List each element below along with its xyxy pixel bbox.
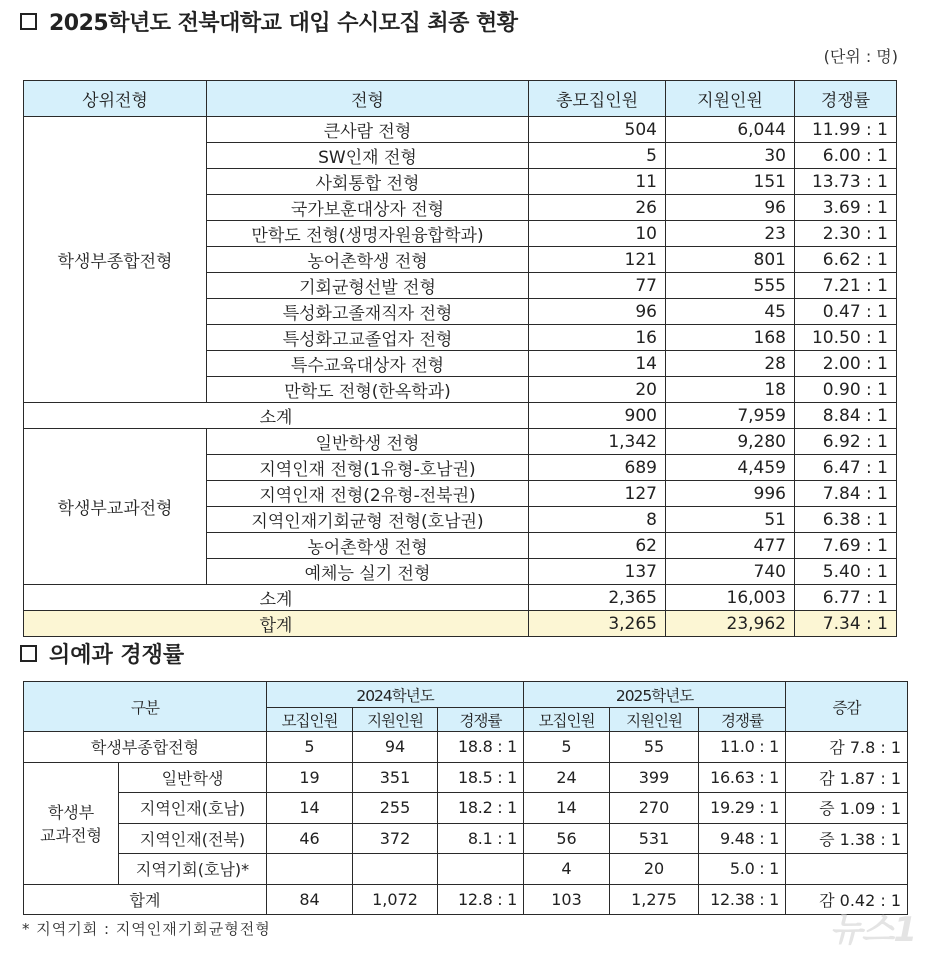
ratio-cell: 11.99 : 1 [795,117,897,143]
applicants-cell: 9,280 [666,429,795,455]
change-cell: 감 7.8 : 1 [786,732,908,763]
applicants-cell: 16,003 [666,585,795,611]
applicants-cell: 351 [353,762,438,793]
header-ratio: 경쟁률 [795,81,897,117]
applicants-cell: 30 [666,143,795,169]
applicants-cell: 740 [666,559,795,585]
quota-cell: 19 [267,762,353,793]
subtotal-label: 소계 [24,585,529,611]
ratio-cell: 10.50 : 1 [795,325,897,351]
applicants-cell: 477 [666,533,795,559]
total-label: 합계 [24,611,529,637]
ratio-cell: 7.34 : 1 [795,611,897,637]
header-quota: 모집인원 [524,708,610,732]
header-ratio: 경쟁률 [699,708,786,732]
ratio-cell: 2.00 : 1 [795,351,897,377]
ratio-cell: 7.84 : 1 [795,481,897,507]
quota-cell: 689 [529,455,666,481]
applicants-cell: 4,459 [666,455,795,481]
applicants-cell: 45 [666,299,795,325]
row-label: 지역인재(호남) [119,793,267,824]
quota-cell: 121 [529,247,666,273]
applicants-cell: 255 [353,793,438,824]
header-year-2024: 2024학년도 [267,682,524,708]
quota-cell: 62 [529,533,666,559]
quota-cell: 127 [529,481,666,507]
type-cell: 특수교육대상자 전형 [207,351,529,377]
type-cell: 지역인재 전형(2유형-전북권) [207,481,529,507]
group-label [24,762,119,884]
group-label-line2: 교과전형 [40,826,102,845]
ratio-cell: 6.62 : 1 [795,247,897,273]
type-cell: 일반학생 전형 [207,429,529,455]
ratio-cell: 6.77 : 1 [795,585,897,611]
group-label: 학생부종합전형 [24,117,207,403]
applicants-cell: 94 [353,732,438,763]
applicants-cell: 1,275 [610,884,699,915]
ratio-cell: 11.0 : 1 [699,732,786,763]
applicants-cell: 7,959 [666,403,795,429]
ratio-cell: 7.21 : 1 [795,273,897,299]
applicants-cell: 23 [666,221,795,247]
type-cell: 국가보훈대상자 전형 [207,195,529,221]
subtotal-row [24,403,897,429]
applicants-cell: 18 [666,377,795,403]
change-cell: 감 1.87 : 1 [786,762,908,793]
table-header-row [24,81,897,117]
quota-cell: 14 [267,793,353,824]
quota-cell: 10 [529,221,666,247]
row-label: 일반학생 [119,762,267,793]
row-label: 지역기회(호남)* [119,854,267,885]
checkbox-square-icon [20,645,37,662]
ratio-cell: 2.30 : 1 [795,221,897,247]
ratio-cell: 12.38 : 1 [699,884,786,915]
total-row [24,884,908,915]
total-label: 합계 [24,884,267,915]
quota-cell: 96 [529,299,666,325]
ratio-cell: 18.8 : 1 [438,732,524,763]
table-row [24,854,908,885]
header-change: 증감 [786,682,908,732]
quota-cell: 1,342 [529,429,666,455]
type-cell: 특성화고졸재직자 전형 [207,299,529,325]
type-cell: 농어촌학생 전형 [207,247,529,273]
applicants-cell: 801 [666,247,795,273]
quota-cell: 504 [529,117,666,143]
ratio-cell: 8.84 : 1 [795,403,897,429]
ratio-cell: 6.92 : 1 [795,429,897,455]
change-cell: 감 0.42 : 1 [786,884,908,915]
checkbox-square-icon [20,13,37,30]
table-row [24,429,897,455]
applicants-cell: 1,072 [353,884,438,915]
ratio-cell: 13.73 : 1 [795,169,897,195]
applicants-cell: 20 [610,854,699,885]
change-cell: 증 1.09 : 1 [786,793,908,824]
quota-cell: 20 [529,377,666,403]
type-cell: 예체능 실기 전형 [207,559,529,585]
medical-ratio-table [23,681,908,915]
quota-cell: 2,365 [529,585,666,611]
section-title [20,638,184,669]
grand-total-row [24,611,897,637]
applicants-cell: 996 [666,481,795,507]
ratio-cell: 3.69 : 1 [795,195,897,221]
ratio-cell: 6.47 : 1 [795,455,897,481]
ratio-cell: 5.40 : 1 [795,559,897,585]
header-type: 전형 [207,81,529,117]
applicants-cell [353,854,438,885]
applicants-cell: 51 [666,507,795,533]
table-row [24,732,908,763]
header-year-2025: 2025학년도 [524,682,786,708]
table-row [24,823,908,854]
quota-cell: 8 [529,507,666,533]
ratio-cell: 18.2 : 1 [438,793,524,824]
header-category: 구분 [24,682,267,732]
applicants-cell: 23,962 [666,611,795,637]
applicants-cell: 270 [610,793,699,824]
change-cell [786,854,908,885]
footnote: * 지역기회 : 지역인재기회균형전형 [22,920,271,938]
subtotal-row [24,585,897,611]
quota-cell: 26 [529,195,666,221]
quota-cell: 3,265 [529,611,666,637]
row-label: 학생부종합전형 [24,732,267,763]
subtotal-label: 소계 [24,403,529,429]
quota-cell: 24 [524,762,610,793]
ratio-cell: 16.63 : 1 [699,762,786,793]
applicants-cell: 531 [610,823,699,854]
applicants-cell: 399 [610,762,699,793]
applicants-cell: 6,044 [666,117,795,143]
quota-cell: 5 [524,732,610,763]
applicants-cell: 151 [666,169,795,195]
quota-cell: 11 [529,169,666,195]
quota-cell [267,854,353,885]
ratio-cell: 19.29 : 1 [699,793,786,824]
quota-cell: 5 [267,732,353,763]
table-header-row [24,682,908,708]
applicants-cell: 28 [666,351,795,377]
header-quota: 총모집인원 [529,81,666,117]
type-cell: 기회균형선발 전형 [207,273,529,299]
quota-cell: 4 [524,854,610,885]
applicants-cell: 96 [666,195,795,221]
group-label-line1: 학생부 [47,803,95,822]
page-title [20,6,518,37]
type-cell: 사회통합 전형 [207,169,529,195]
change-cell: 증 1.38 : 1 [786,823,908,854]
quota-cell: 46 [267,823,353,854]
ratio-cell: 9.48 : 1 [699,823,786,854]
type-cell: 만학도 전형(한옥학과) [207,377,529,403]
type-cell: SW인재 전형 [207,143,529,169]
quota-cell: 16 [529,325,666,351]
type-cell: 지역인재기회균형 전형(호남권) [207,507,529,533]
header-applicants: 지원인원 [610,708,699,732]
quota-cell: 900 [529,403,666,429]
ratio-cell: 0.90 : 1 [795,377,897,403]
type-cell: 지역인재 전형(1유형-호남권) [207,455,529,481]
header-parent-type: 상위전형 [24,81,207,117]
applicants-cell: 168 [666,325,795,351]
header-applicants: 지원인원 [666,81,795,117]
ratio-cell: 6.38 : 1 [795,507,897,533]
quota-cell: 84 [267,884,353,915]
ratio-cell [438,854,524,885]
section-title-text: 의예과 경쟁률 [49,643,185,668]
type-cell: 농어촌학생 전형 [207,533,529,559]
group-label: 학생부교과전형 [24,429,207,585]
table-row [24,117,897,143]
quota-cell: 103 [524,884,610,915]
quota-cell: 5 [529,143,666,169]
header-ratio: 경쟁률 [438,708,524,732]
ratio-cell: 18.5 : 1 [438,762,524,793]
table-row [24,762,908,793]
ratio-cell: 7.69 : 1 [795,533,897,559]
ratio-cell: 0.47 : 1 [795,299,897,325]
applicants-cell: 55 [610,732,699,763]
header-applicants: 지원인원 [353,708,438,732]
type-cell: 만학도 전형(생명자원융합학과) [207,221,529,247]
unit-label: (단위 : 명) [823,47,898,66]
ratio-cell: 5.0 : 1 [699,854,786,885]
table-row [24,793,908,824]
header-quota: 모집인원 [267,708,353,732]
quota-cell: 56 [524,823,610,854]
quota-cell: 14 [529,351,666,377]
type-cell: 특성화고교졸업자 전형 [207,325,529,351]
news1-watermark-logo: 뉴스1 [829,910,916,950]
quota-cell: 14 [524,793,610,824]
ratio-cell: 6.00 : 1 [795,143,897,169]
quota-cell: 77 [529,273,666,299]
page-title-text: 2025학년도 전북대학교 대입 수시모집 최종 현황 [49,11,518,36]
applicants-cell: 372 [353,823,438,854]
row-label: 지역인재(전북) [119,823,267,854]
ratio-cell: 8.1 : 1 [438,823,524,854]
admission-status-table [23,80,897,637]
ratio-cell: 12.8 : 1 [438,884,524,915]
applicants-cell: 555 [666,273,795,299]
type-cell: 큰사람 전형 [207,117,529,143]
quota-cell: 137 [529,559,666,585]
